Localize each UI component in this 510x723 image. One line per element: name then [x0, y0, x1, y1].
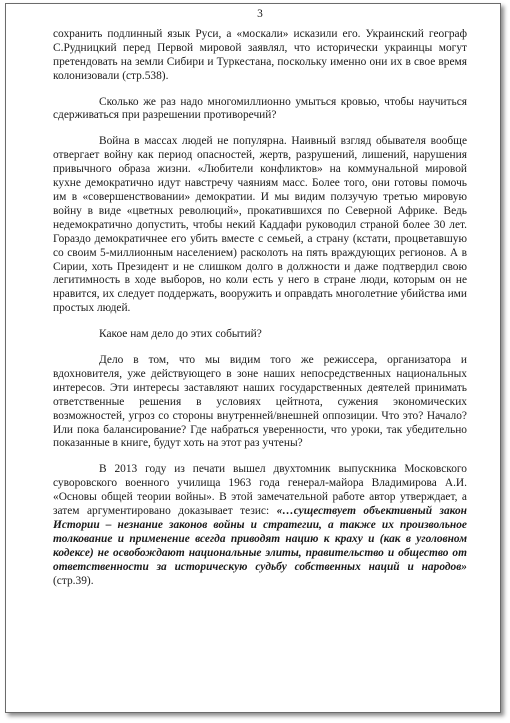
paragraph-2: Сколько же раз надо многомиллионно умыться кровью, чтобы научиться сдерживаться при разрешении противоречий?	[53, 95, 467, 122]
paragraph-4: Какое нам дело до этих событий?	[99, 328, 262, 341]
paragraph-6-quote: «…существует объективный закон Истории – незнание законов войны и стратегии, а также их произвольное толкование и применение всегда приводят нацию к краху и (как в уголовном кодексе) не освобождают национальные элиты, правительство и общество от ответственности за историческую судьбу собственных наций и народов»	[53, 505, 467, 573]
paragraph-5: Дело в том, что мы видим того же режиссера, организатора и вдохновителя, уже действующего в зоне наших непосредственных национальных интересов. Эти интересы заставляют наших государственных деятелей принимать ответственные решения в условиях цейтнота, сужения экономических возможностей, угроз со стороны внутренней/внешней оппозиции. Что это? Начало? Или пока балансирование? Где набраться уверенности, что уроки, так убедительно показанные в книге, будут хоть на этот раз учтены?	[53, 354, 467, 450]
page-number: 3	[257, 8, 263, 20]
paragraph-6-body: В 2013 году из печати вышел двухтомник выпускника Московского суворовского военного училища 1963 года генерал-майора Владимирова А.И. «Основы общей теории войны». В этой замечательной работе автор утверждает, а затем аргументировано доказывает тезис:	[53, 463, 467, 518]
document-page	[5, 3, 501, 713]
paragraph-6	[53, 463, 467, 588]
paragraph-1: сохранить подлинный язык Руси, а «москали» исказили его. Украинский географ С.Рудницкий перед Первой мировой заявлял, что исторически украинцы могут претендовать на земли Сибири и Туркестана, поскольку именно они их в свое время колонизовали (стр.538).	[53, 27, 467, 82]
paragraph-3: Война в массах людей не популярна. Наивный взгляд обывателя вообще отвергает войну как период опасностей, жертв, разрушений, лишений, нарушения привычного образа жизни. «Любители конфликтов» на коммунальной мировой кухне демократично идут навстречу чаяниям масс. Более того, они готовы помочь им в «совершенствовании» демократии. И мы видим ползучую третью мировую войну в виде «цветных революций», прокатившихся по Северной Африке. Ведь недемократично допустить, чтобы некий Каддафи руководил страной более 30 лет. Гораздо демократичнее его убить вместе с семьей, а страну (кстати, процветавшую со своим 5-миллионным населением) расколоть на пять враждующих регионов. А в Сирии, хоть Президент и не слишком долго в должности и даже подтвердил свою легитимность в ходе выборов, но коли есть у него в стране люди, которым он не нравится, их следует поддержать, вооружить и оправдать многолетние убийства ими простых людей.	[53, 135, 467, 315]
page-content	[53, 8, 467, 601]
paragraph-6-tail: (стр.39).	[53, 574, 94, 587]
